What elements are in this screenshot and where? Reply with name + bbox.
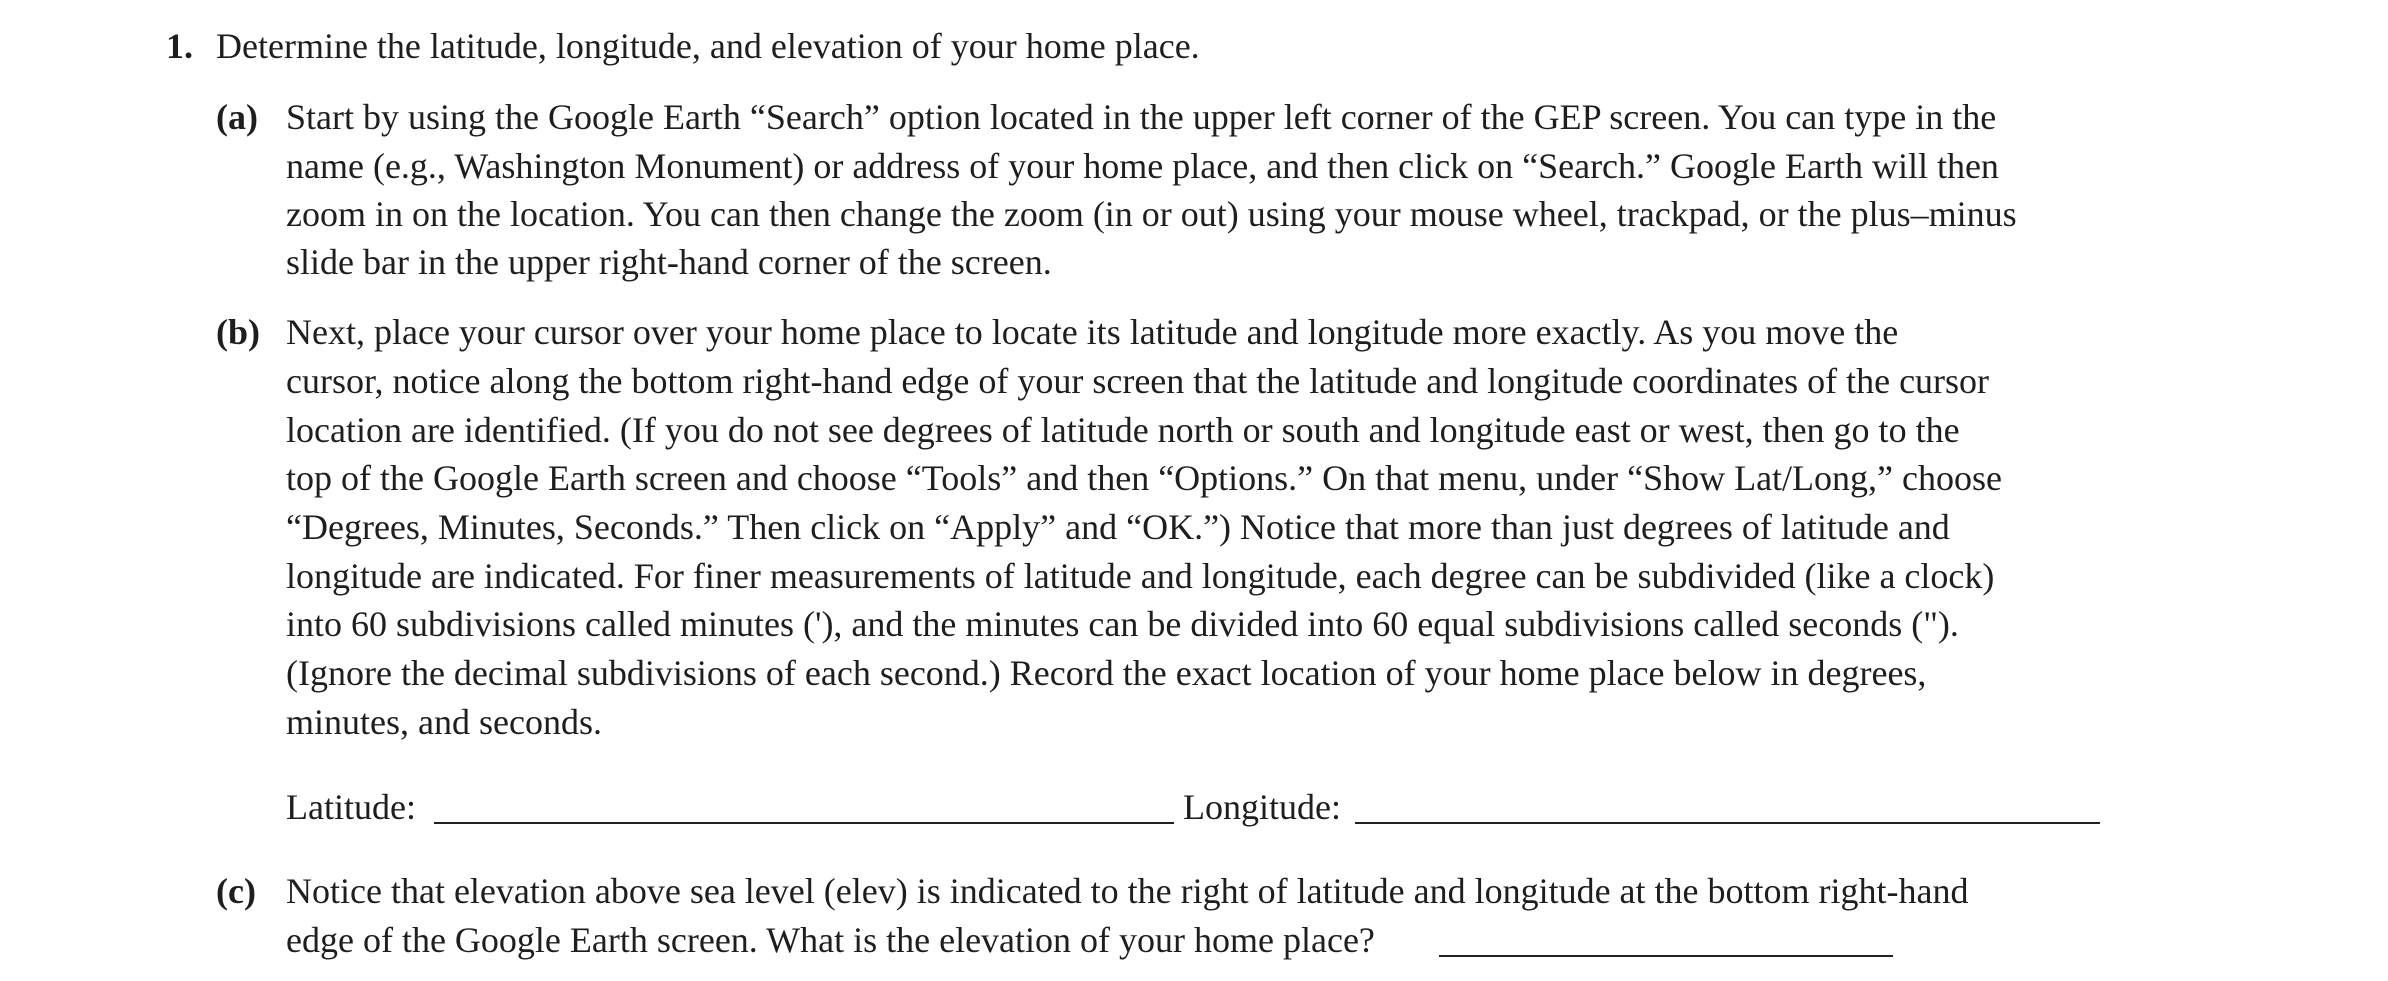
part-a-line: Start by using the Google Earth “Search” option located in the upper left corner of the GEP screen. You can type in the (286, 97, 1997, 137)
part-b-line: into 60 subdivisions called minutes ('), and the minutes can be divided into 60 equal subdivisions called seconds ("). (286, 604, 1959, 644)
part-b-line: cursor, notice along the bottom right-hand edge of your screen that the latitude and longitude coordinates of the cursor (286, 361, 1990, 401)
part-b-line: longitude are indicated. For finer measurements of latitude and longitude, each degree can be subdivided (like a clock) (286, 556, 1995, 596)
part-b-line: Next, place your cursor over your home place to locate its latitude and longitude more exactly. As you move the (286, 312, 1899, 352)
question-number: 1. (166, 26, 193, 66)
part-c-line: edge of the Google Earth screen. What is the elevation of your home place? (286, 920, 1375, 960)
question-text: Determine the latitude, longitude, and elevation of your home place. (216, 26, 1200, 66)
part-b-line: “Degrees, Minutes, Seconds.” Then click on “Apply” and “OK.”) Notice that more than just degrees of latitude and (286, 507, 1950, 547)
part-label: (b) (216, 312, 260, 352)
part-b-line: minutes, and seconds. (286, 702, 602, 742)
part-b-line: (Ignore the decimal subdivisions of each second.) Record the exact location of your home place below in degrees, (286, 653, 1927, 693)
longitude-blank[interactable] (1355, 822, 2100, 824)
latitude-label: Latitude: (286, 787, 416, 827)
elevation-blank[interactable] (1439, 955, 1893, 957)
part-a-line: slide bar in the upper right-hand corner of the screen. (286, 242, 1052, 282)
part-label: (a) (216, 97, 258, 137)
part-b-line: location are identified. (If you do not see degrees of latitude north or south and longitude east or west, then go to the (286, 410, 1960, 450)
latitude-blank[interactable] (434, 822, 1174, 824)
part-c-line: Notice that elevation above sea level (elev) is indicated to the right of latitude and longitude at the bottom right-hand (286, 871, 1969, 911)
part-b-line: top of the Google Earth screen and choose “Tools” and then “Options.” On that menu, under “Show Lat/Long,” choose (286, 458, 2002, 498)
longitude-label: Longitude: (1183, 787, 1341, 827)
part-a-line: name (e.g., Washington Monument) or address of your home place, and then click on “Search.” Google Earth will then (286, 146, 1999, 186)
part-a-line: zoom in on the location. You can then change the zoom (in or out) using your mouse wheel, trackpad, or the plus–minus (286, 194, 2017, 234)
part-label: (c) (216, 871, 256, 911)
